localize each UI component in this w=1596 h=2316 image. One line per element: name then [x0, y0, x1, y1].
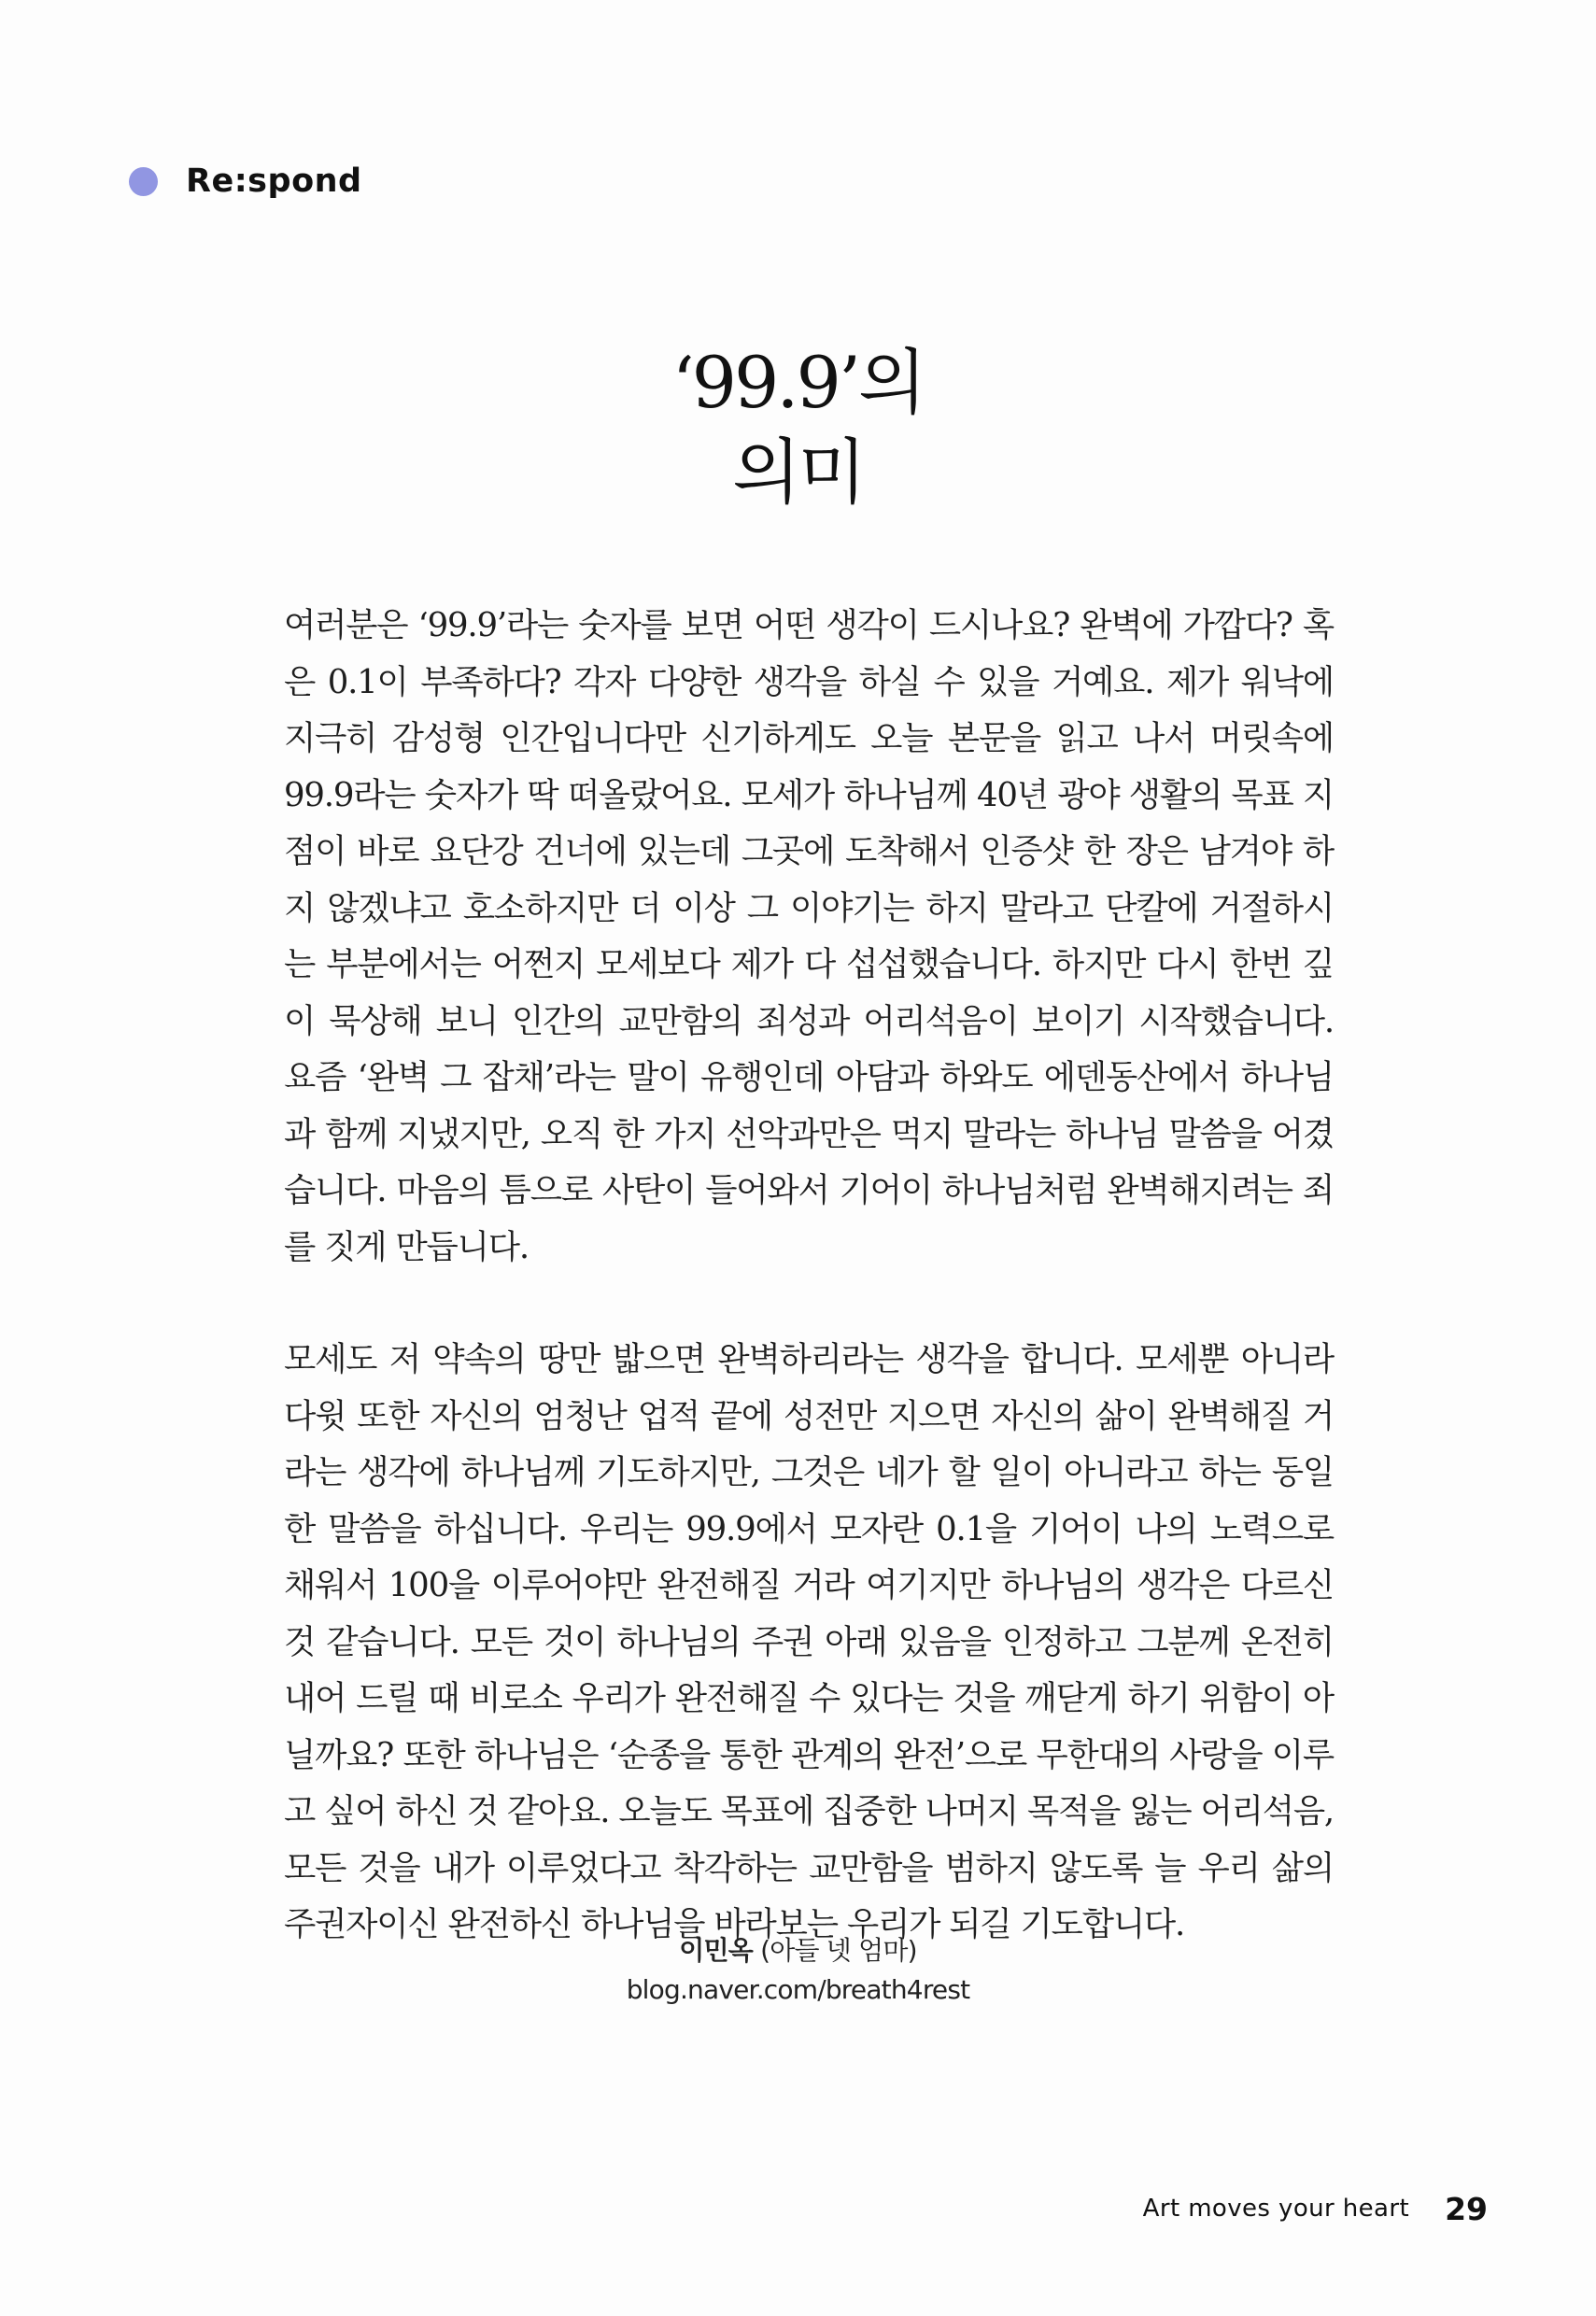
author-name: 이민옥 [679, 1935, 753, 1966]
article-paragraph-2: 모세도 저 약속의 땅만 밟으면 완벽하리라는 생각을 합니다. 모세뿐 아니라 다윗 또한 자신의 엄청난 업적 끝에 성전만 지으면 자신의 삶이 완벽해질 거라는 생각에 하나님께 기도하지만, 그것은 네가 할 일이 아니라고 하는 동일한 말씀을 하십니다. 우리는 99.9에서 모자란 0.1을 기어이 나의 노력으로 채워서 100을 이루어야만 완전해질 거라 여기지만 하나님의 생각은 다르신 것 같습니다. 모든 것이 하나님의 주권 아래 있음을 인정하고 그분께 온전히 내어 드릴 때 비로소 우리가 완전해질 수 있다는 것을 깨닫게 하기 위함이 아닐까요? 또한 하나님은 ‘순종을 통한 관계의 완전’으로 무한대의 사랑을 이루고 싶어 하신 것 같아요. 오늘도 목표에 집중한 나머지 목적을 잃는 어리석음, 모든 것을 내가 이루었다고 착각하는 교만함을 범하지 않도록 늘 우리 삶의 주권자이신 완전하신 하나님을 바라보는 우리가 되길 기도합니다. [284, 1340, 1334, 1943]
page-footer [1143, 2187, 1488, 2230]
page-number: 29 [1445, 2190, 1488, 2227]
article-title-line-2: 의미 [732, 431, 864, 514]
article-title-line-1: ‘99.9’의 [671, 341, 925, 424]
author-line [0, 1931, 1596, 1970]
section-label: Re:spond [186, 162, 362, 200]
footer-tagline: Art moves your heart [1142, 2195, 1410, 2223]
author-block [0, 1931, 1596, 2010]
section-tag [129, 157, 362, 205]
article-body [284, 598, 1334, 1954]
article-title [0, 338, 1596, 517]
author-role: (아들 넷 엄마) [760, 1935, 917, 1966]
section-dot-icon [129, 167, 158, 196]
article-paragraph-1: 여러분은 ‘99.9’라는 숫자를 보면 어떤 생각이 드시나요? 완벽에 가깝다? 혹은 0.1이 부족하다? 각자 다양한 생각을 하실 수 있을 거예요. 제가 워낙에 지극히 감성형 인간입니다만 신기하게도 오늘 본문을 읽고 나서 머릿속에 99.9라는 숫자가 딱 떠올랐어요. 모세가 하나님께 40년 광야 생활의 목표 지점이 바로 요단강 건너에 있는데 그곳에 도착해서 인증샷 한 장은 남겨야 하지 않겠냐고 호소하지만 더 이상 그 이야기는 하지 말라고 단칼에 거절하시는 부분에서는 어쩐지 모세보다 제가 다 섭섭했습니다. 하지만 다시 한번 깊이 묵상해 보니 인간의 교만함의 죄성과 어리석음이 보이기 시작했습니다. 요즘 ‘완벽 그 잡채’라는 말이 유행인데 아담과 하와도 에덴동산에서 하나님과 함께 지냈지만, 오직 한 가지 선악과만은 먹지 말라는 하나님 말씀을 어겼습니다. 마음의 틈으로 사탄이 들어와서 기어이 하나님처럼 완벽해지려는 죄를 짓게 만듭니다. [284, 606, 1334, 1266]
author-blog: blog.naver.com/breath4rest [626, 1974, 970, 2005]
